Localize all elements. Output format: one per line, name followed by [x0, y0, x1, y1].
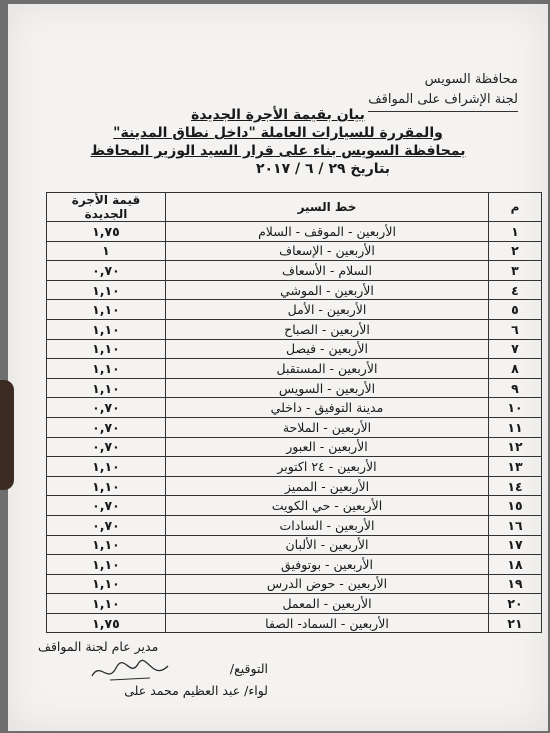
table-row: [47, 457, 542, 477]
row-number: ١٩: [489, 574, 542, 594]
row-number: ٤: [489, 280, 542, 300]
row-route: الأربعين - حي الكويت: [166, 496, 489, 516]
header-route: خط السير: [166, 193, 489, 222]
row-route: الأربعين - المعمل: [166, 594, 489, 614]
title-line-3: بمحافظة السويس بناء على قرار السيد الوزير المحافظ: [90, 143, 466, 159]
table-row: [47, 574, 542, 594]
governorate-name: محافظة السويس: [424, 72, 518, 87]
committee-name: لجنة الإشراف على المواقف: [368, 90, 518, 112]
thumb-shadow: [0, 380, 14, 490]
row-fare: ١,١٠: [47, 319, 166, 339]
row-fare: ١,١٠: [47, 359, 166, 379]
row-route: مدينة التوفيق - داخلي: [166, 398, 489, 418]
table-row: [47, 555, 542, 575]
title-line-2: والمقررة للسيارات العاملة "داخل نطاق المدينة": [113, 125, 443, 141]
row-number: ١٦: [489, 515, 542, 535]
row-number: ٩: [489, 378, 542, 398]
row-fare: ١,١٠: [47, 457, 166, 477]
row-fare: ٠,٧٠: [47, 417, 166, 437]
row-route: الأربعين - بوتوفيق: [166, 555, 489, 575]
table-row: [47, 359, 542, 379]
row-fare: ١: [47, 241, 166, 261]
row-fare: ١,١٠: [47, 339, 166, 359]
row-route: الأربعين - الألبان: [166, 535, 489, 555]
row-fare: ١,١٠: [47, 300, 166, 320]
table-row: [47, 339, 542, 359]
row-number: ٦: [489, 319, 542, 339]
table-row: [47, 222, 542, 242]
row-route: الأربعين - الموشي: [166, 280, 489, 300]
table-row: [47, 613, 542, 633]
row-fare: ١,٧٥: [47, 613, 166, 633]
row-number: ٧: [489, 339, 542, 359]
row-route: الأربعين - الصباح: [166, 319, 489, 339]
row-fare: ١,٧٥: [47, 222, 166, 242]
header-number: م: [489, 193, 542, 222]
row-fare: ١,١٠: [47, 535, 166, 555]
table-header-row: [47, 193, 542, 222]
table-row: [47, 496, 542, 516]
table-row: [47, 515, 542, 535]
row-fare: ٠,٧٠: [47, 515, 166, 535]
row-fare: ٠,٧٠: [47, 261, 166, 281]
row-route: الأربعين - المستقبل: [166, 359, 489, 379]
table-row: [47, 398, 542, 418]
table-row: [47, 300, 542, 320]
table-row: [47, 437, 542, 457]
row-fare: ١,١٠: [47, 555, 166, 575]
signatory-title: مدير عام لجنة المواقف: [38, 639, 159, 654]
fares-table: [46, 192, 542, 633]
table-row: [47, 241, 542, 261]
table-row: [47, 535, 542, 555]
signature-block: [38, 636, 268, 702]
document-page: [8, 4, 548, 731]
row-route: السلام - الأسعاف: [166, 261, 489, 281]
row-number: ٣: [489, 261, 542, 281]
row-number: ١٧: [489, 535, 542, 555]
table-row: [47, 319, 542, 339]
table-row: [47, 261, 542, 281]
title-date-line: بتاريخ ٢٩ / ٦ / ٢٠١٧: [255, 161, 391, 177]
signature-label: التوقيع/: [229, 661, 268, 676]
row-route: الأربعين - المميز: [166, 476, 489, 496]
row-route: الأربعين - فيصل: [166, 339, 489, 359]
row-number: ٢١: [489, 613, 542, 633]
signatory-name: لواء/ عبد العظيم محمد على: [124, 683, 268, 698]
header-fare: قيمة الأجرة الجديدة: [47, 193, 166, 222]
row-fare: ١,١٠: [47, 378, 166, 398]
row-route: الأربعين - الأمل: [166, 300, 489, 320]
row-number: ١٠: [489, 398, 542, 418]
row-number: ٥: [489, 300, 542, 320]
row-number: ١٤: [489, 476, 542, 496]
row-route: الأربعين - السماد- الصفا: [166, 613, 489, 633]
table-row: [47, 378, 542, 398]
row-fare: ١,١٠: [47, 476, 166, 496]
row-number: ١٥: [489, 496, 542, 516]
table-body: [47, 222, 542, 633]
table-row: [47, 417, 542, 437]
row-route: الأربعين - ٢٤ اكتوبر: [166, 457, 489, 477]
row-number: ١: [489, 222, 542, 242]
row-number: ١٢: [489, 437, 542, 457]
row-route: الأربعين - العبور: [166, 437, 489, 457]
row-fare: ٠,٧٠: [47, 398, 166, 418]
row-route: الأربعين - الموقف - السلام: [166, 222, 489, 242]
table-row: [47, 280, 542, 300]
table-row: [47, 594, 542, 614]
row-fare: ٠,٧٠: [47, 496, 166, 516]
row-number: ١٨: [489, 555, 542, 575]
row-number: ١٣: [489, 457, 542, 477]
document-title-block: [8, 106, 548, 178]
row-fare: ٠,٧٠: [47, 437, 166, 457]
row-number: ٨: [489, 359, 542, 379]
row-route: الأربعين - الملاحة: [166, 417, 489, 437]
row-number: ٢: [489, 241, 542, 261]
row-number: ٢٠: [489, 594, 542, 614]
row-fare: ١,١٠: [47, 574, 166, 594]
row-route: الأربعين - حوض الدرس: [166, 574, 489, 594]
title-line-1: بيان بقيمة الأجرة الجديدة: [191, 107, 365, 123]
row-route: الأربعين - الإسعاف: [166, 241, 489, 261]
row-route: الأربعين - السادات: [166, 515, 489, 535]
row-fare: ١,١٠: [47, 594, 166, 614]
handwritten-signature: [90, 656, 170, 686]
row-fare: ١,١٠: [47, 280, 166, 300]
row-number: ١١: [489, 417, 542, 437]
row-route: الأربعين - السويس: [166, 378, 489, 398]
table-row: [47, 476, 542, 496]
